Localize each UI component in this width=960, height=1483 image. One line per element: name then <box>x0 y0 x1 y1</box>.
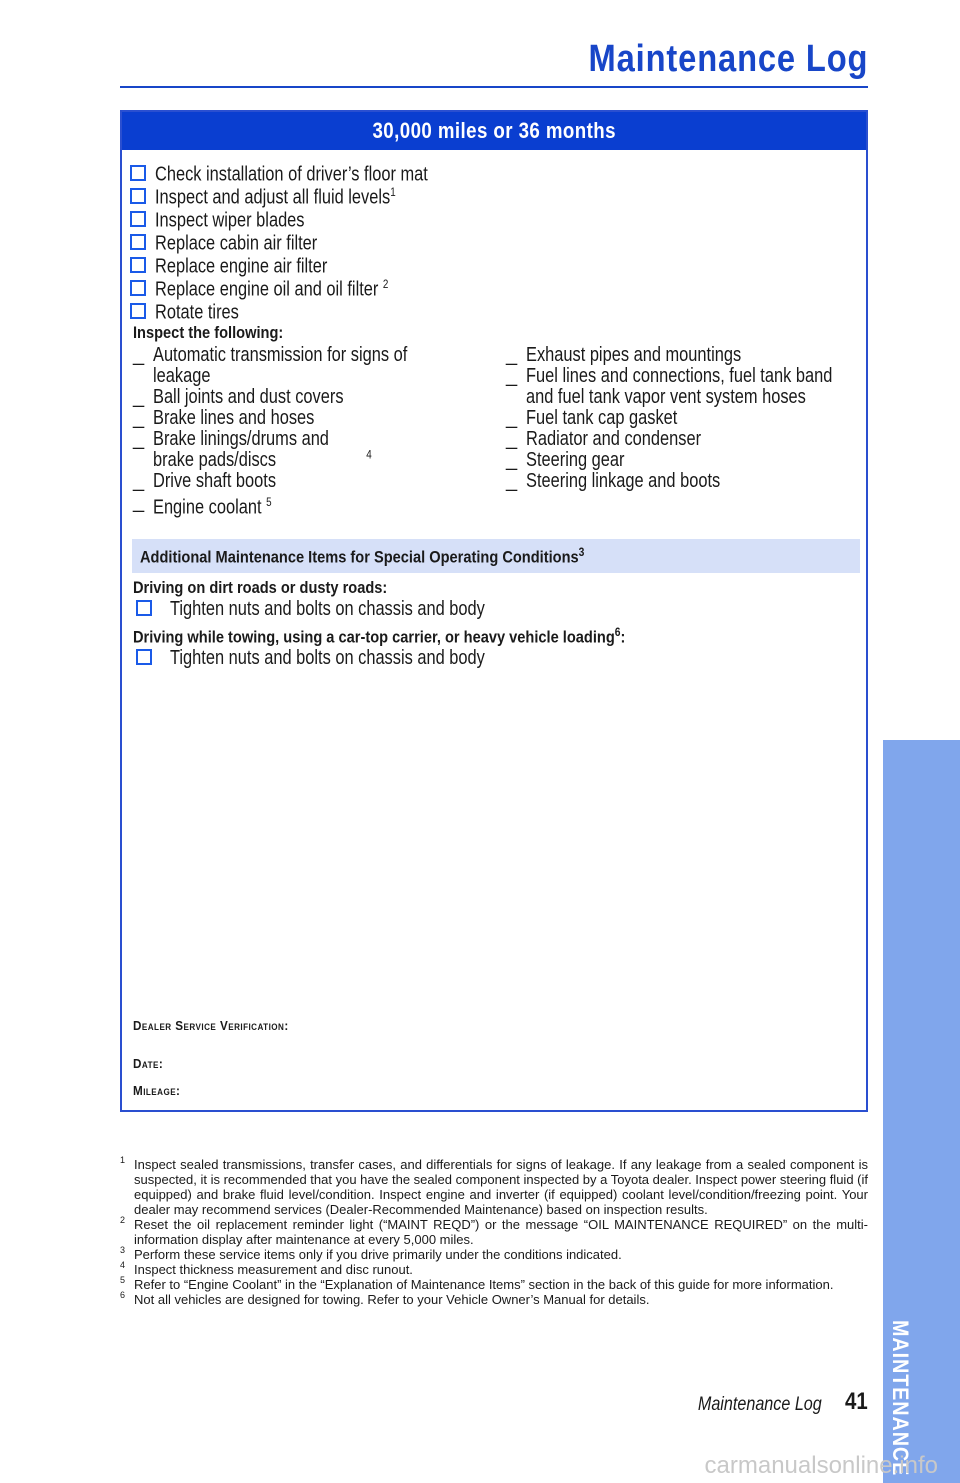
footnote-ref: 2 <box>382 277 389 291</box>
inspect-item: _ Steering linkage and boots <box>506 470 721 492</box>
inspect-item-text: Brake linings/drums and brake pads/discs <box>153 428 329 471</box>
inspect-item-text: Radiator and condenser <box>526 428 702 450</box>
inspect-item-text: Engine coolant <box>153 496 267 519</box>
footnote-number: 6 <box>120 1290 126 1300</box>
dusty-roads-item <box>136 598 554 621</box>
inspect-item-text: Ball joints and dust covers <box>153 386 344 408</box>
checkbox[interactable] <box>136 600 152 616</box>
maintenance-log-box <box>120 110 868 1112</box>
interval-header <box>122 112 866 150</box>
inspect-item-text: Steering linkage and boots <box>526 470 721 492</box>
interval-header-text: 30,000 miles or 36 months <box>372 118 616 143</box>
checklist-item <box>130 158 488 186</box>
footnote-text: Not all vehicles are designed for towing. Refer to your Vehicle Owner’s Manual for details. <box>134 1292 650 1307</box>
footnote-ref: 4 <box>366 447 372 462</box>
checkbox[interactable] <box>136 649 152 665</box>
inspect-item: _ Drive shaft boots <box>133 470 277 492</box>
footnote-number: 2 <box>120 1215 126 1225</box>
inspect-item: _ Fuel lines and connections, fuel tank band and fuel tank vapor vent system hoses <box>506 366 866 408</box>
inspect-list-right <box>506 345 866 492</box>
inspect-heading: Inspect the following: <box>133 323 284 342</box>
footnote-number: 3 <box>120 1245 126 1255</box>
inspect-item: _ Ball joints and dust covers <box>133 386 344 408</box>
checklist <box>130 158 488 324</box>
dealer-verification-label: Dealer Service Verification: <box>133 1018 289 1033</box>
checkbox[interactable] <box>130 211 146 227</box>
checkbox[interactable] <box>130 257 146 273</box>
footnotes <box>120 1157 868 1307</box>
footnote-number: 4 <box>120 1260 126 1270</box>
footnote-number: 1 <box>120 1155 126 1165</box>
footnote <box>120 1262 868 1277</box>
footnote <box>120 1157 868 1217</box>
checklist-item-text: Inspect wiper blades <box>155 209 305 232</box>
checklist-item-text: Replace engine air filter <box>155 255 328 278</box>
inspect-item-text: Steering gear <box>526 449 625 471</box>
footnote-text: Reset the oil replacement reminder light (“MAINT REQD”) or the message “OIL MAINTENANCE REQUIRED” on the multi-information display after maintenance at every 5,000 miles. <box>134 1217 868 1247</box>
special-conditions-header <box>132 539 860 573</box>
mileage-label: Mileage: <box>133 1083 181 1098</box>
footnote-ref: 1 <box>390 185 396 199</box>
checklist-item <box>130 296 488 324</box>
footnote-ref: 3 <box>578 545 585 559</box>
footnote <box>120 1277 868 1292</box>
inspect-item-text: Exhaust pipes and mountings <box>526 344 742 366</box>
footnote-ref: 6 <box>614 625 621 639</box>
checklist-item-text: Rotate tires <box>155 301 239 324</box>
page-number: 41 <box>845 1388 868 1415</box>
footnote-text: Inspect sealed transmissions, transfer cases, and differentials for signs of leakage. If any leakage from a sealed component is suspected, it is recommended that you have the sealed component inspected by a Toyota dealer. Inspect power steering fluid (if equipped) and brake fluid level/condition. Inspect engine and inverter (if equipped) coolant level/condition/freezing point. Your dealer may recommend services (Dealer-Recommended Maintenance) based on inspection results. <box>134 1157 868 1217</box>
page-title: Maintenance Log <box>588 38 868 80</box>
section-side-tab[interactable] <box>883 740 960 1483</box>
footer-section-label: Maintenance Log <box>698 1394 822 1415</box>
inspect-list-left <box>133 345 493 519</box>
checkbox[interactable] <box>130 188 146 204</box>
towing-item <box>136 647 554 670</box>
date-label: Date: <box>133 1056 164 1071</box>
checklist-item-text: Replace cabin air filter <box>155 232 318 255</box>
checklist-item-text: Inspect and adjust all fluid levels <box>155 186 391 209</box>
footnote-text: Perform these service items only if you drive primarily under the conditions indicated. <box>134 1247 622 1262</box>
inspect-item: _ Automatic transmission for signs of leakage <box>133 345 493 387</box>
checkbox[interactable] <box>130 165 146 181</box>
watermark: carmanualsonline.info <box>704 1452 938 1479</box>
footnote <box>120 1292 868 1307</box>
inspect-item-text: Automatic transmission for signs of leakage <box>153 344 408 387</box>
inspect-item-text: Fuel lines and connections, fuel tank band and fuel tank vapor vent system hoses <box>526 365 833 408</box>
inspect-item: _ Radiator and condenser <box>506 428 702 450</box>
dusty-roads-item-text: Tighten nuts and bolts on chassis and body <box>170 598 485 620</box>
checkbox[interactable] <box>130 303 146 319</box>
section-side-tab-label: MAINTENANCE <box>888 1320 913 1477</box>
inspect-item: _ Exhaust pipes and mountings <box>506 344 742 366</box>
footnote-text: Inspect thickness measurement and disc runout. <box>134 1262 413 1277</box>
checkbox[interactable] <box>130 234 146 250</box>
footnote <box>120 1217 868 1247</box>
footnote <box>120 1247 868 1262</box>
inspect-item: _ Fuel tank cap gasket <box>506 407 678 429</box>
towing-label: Driving while towing, using a car-top carrier, or heavy vehicle loading$^6$: <box>133 625 626 647</box>
checklist-item <box>130 181 488 209</box>
footnote-text: Refer to “Engine Coolant” in the “Explanation of Maintenance Items” section in the back of this guide for more information. <box>134 1277 834 1292</box>
inspect-item-text: Fuel tank cap gasket <box>526 407 678 429</box>
inspect-item-text: Brake lines and hoses <box>153 407 315 429</box>
inspect-item: _ Steering gear <box>506 449 625 471</box>
towing-item-text: Tighten nuts and bolts on chassis and body <box>170 647 485 669</box>
title-rule <box>120 86 868 88</box>
checklist-item <box>130 250 488 278</box>
checklist-item <box>130 227 488 255</box>
checklist-item-text: Check installation of driver’s floor mat <box>155 163 428 186</box>
checklist-item <box>130 204 488 232</box>
inspect-item: _ Brake linings/drums and brake pads/discs $^4$ <box>133 428 372 471</box>
checklist-item-text: Replace engine oil and oil filter <box>155 278 383 301</box>
inspect-item-text: Drive shaft boots <box>153 470 277 492</box>
dusty-roads-label: Driving on dirt roads or dusty roads: <box>133 578 388 597</box>
footnote-ref: 5 <box>266 495 272 509</box>
inspect-item: _ Engine coolant $^5$ <box>133 491 272 519</box>
special-conditions-title: Additional Maintenance Items for Special Operating Conditions$^3$ <box>140 545 585 567</box>
checkbox[interactable] <box>130 280 146 296</box>
inspect-item: _ Brake lines and hoses <box>133 407 315 429</box>
footnote-number: 5 <box>120 1275 126 1285</box>
checklist-item <box>130 273 488 301</box>
